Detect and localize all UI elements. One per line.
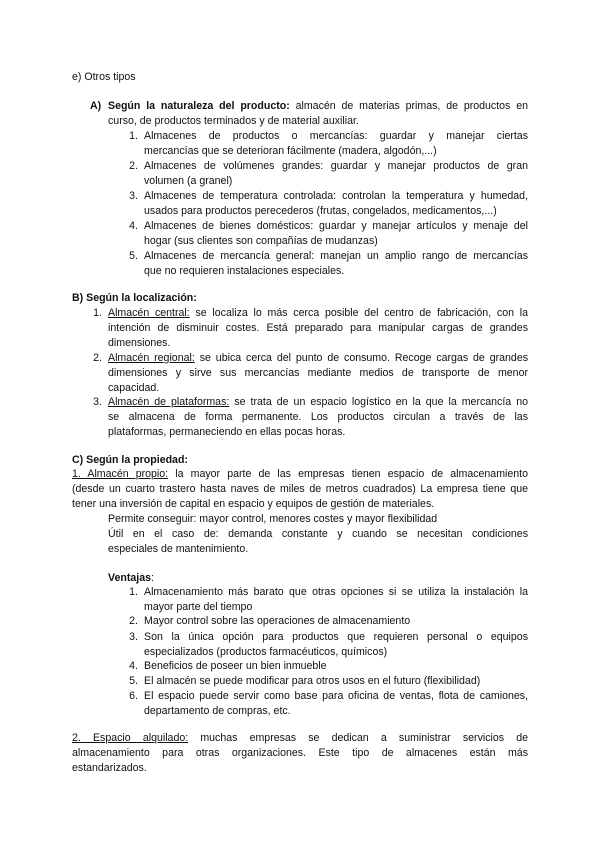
list-item-number: 5. bbox=[129, 675, 138, 687]
section-a-intro: Según la naturaleza del producto: almacén de materias primas, de productos en bbox=[108, 100, 528, 112]
list-item-line: Almacenamiento más barato que otras opciones si se utiliza la instalación la bbox=[144, 586, 528, 598]
list-item-line: Son la única opción para productos que requieren personal o equipos bbox=[144, 631, 528, 643]
list-item-number: 3. bbox=[129, 631, 138, 643]
list-item-number: 2. bbox=[129, 160, 138, 172]
list-item-number: 1. bbox=[129, 130, 138, 142]
list-item-number: 3. bbox=[93, 396, 102, 408]
list-item-line: hogar (sus clientes son compañías de mudanzas) bbox=[144, 235, 378, 247]
list-item-line: Almacenes de productos o mercancías: guardar y manejar ciertas bbox=[144, 130, 528, 142]
rented-space-term: 2. Espacio alquilado: bbox=[72, 732, 189, 744]
own-warehouse-line: (desde un cuarto trastero hasta naves de miles de metros cuadrados) La empresa tiene que bbox=[72, 483, 528, 495]
list-item-line: mercancías que se deterioran fácilmente (madera, algodón,...) bbox=[144, 145, 437, 157]
rented-space-first-line: 2. Espacio alquilado: muchas empresas se dedican a suministrar servicios de bbox=[72, 732, 528, 744]
own-warehouse-line: tener una inversión de capital en espacio y equipos de gestión de materiales. bbox=[72, 498, 435, 510]
list-item-line: El espacio puede servir como base para oficina de ventas, flota de camiones, bbox=[144, 690, 528, 702]
list-item-line: dimensiones y sirve sus mercancías mediante medios de transporte de menor bbox=[108, 367, 528, 379]
own-warehouse-term: 1. Almacén propio: bbox=[72, 468, 169, 480]
list-item-line: dimensiones. bbox=[108, 337, 171, 349]
list-item-line: que no requieren instalaciones especiales. bbox=[144, 265, 345, 277]
own-warehouse-first-line: 1. Almacén propio: la mayor parte de las empresas tienen espacio de almacenamiento bbox=[72, 468, 528, 480]
list-item-line: usados para productos perecederos (frutas, congelados, medicamentos,...) bbox=[144, 205, 497, 217]
section-b-title: B) Según la localización: bbox=[72, 292, 197, 304]
section-e-heading: e) Otros tipos bbox=[72, 71, 136, 83]
list-item-line: Almacenes de temperatura controlada: controlan la temperatura y humedad, bbox=[144, 190, 528, 202]
list-item-line: Beneficios de poseer un bien inmueble bbox=[144, 660, 327, 672]
list-item-line: intención de disminuir costes. Está preparado para manipular cargas de grandes bbox=[108, 322, 528, 334]
list-item-term: Almacén central: bbox=[108, 307, 190, 319]
list-item-line: Almacenes de mercancía general: manejan un amplio rango de mercancías bbox=[144, 250, 528, 262]
list-item-first-line: Almacén de plataformas: se trata de un espacio logístico en la que la mercancía no bbox=[108, 396, 528, 408]
list-item-line: volumen (a granel) bbox=[144, 175, 233, 187]
util-line: especiales de mantenimiento. bbox=[108, 543, 249, 555]
list-item-number: 4. bbox=[129, 220, 138, 232]
list-item-line: plataformas, permaneciendo en ellas pocas horas. bbox=[108, 426, 346, 438]
list-item-number: 6. bbox=[129, 690, 138, 702]
list-item-line: especializados (productos farmacéuticos, químicos) bbox=[144, 646, 388, 658]
list-item-number: 1. bbox=[93, 307, 102, 319]
list-item-first-line: Almacén central: se localiza lo más cerca posible del centro de fabricación, con la bbox=[108, 307, 528, 319]
list-item-number: 2. bbox=[93, 352, 102, 364]
section-a-intro-line2: curso, de productos terminados y de material auxiliar. bbox=[108, 115, 359, 127]
rented-space-line: almacenamiento para otras organizaciones. Este tipo de almacenes están más bbox=[72, 747, 528, 759]
list-item-number: 3. bbox=[129, 190, 138, 202]
util-line: Útil en el caso de: demanda constante y cuando se necesitan condiciones bbox=[108, 528, 528, 540]
section-a-marker: A) bbox=[90, 100, 102, 112]
list-item-line: Almacenes de bienes domésticos: guardar y manejar artículos y menaje del bbox=[144, 220, 528, 232]
list-item-number: 4. bbox=[129, 660, 138, 672]
ventajas-heading: Ventajas: bbox=[108, 572, 154, 584]
list-item-line: mayor parte del tiempo bbox=[144, 601, 253, 613]
list-item-line: El almacén se puede modificar para otros usos en el futuro (flexibilidad) bbox=[144, 675, 481, 687]
list-item-line: se almacena de forma permanente. Los productos circulan a través de las bbox=[108, 411, 528, 423]
list-item-line: capacidad. bbox=[108, 382, 160, 394]
list-item-number: 2. bbox=[129, 615, 138, 627]
list-item-number: 5. bbox=[129, 250, 138, 262]
permite-line: Permite conseguir: mayor control, menores costes y mayor flexibilidad bbox=[108, 513, 438, 525]
rented-space-line: estandarizados. bbox=[72, 762, 147, 774]
list-item-line: Almacenes de volúmenes grandes: guardar y manejar productos de gran bbox=[144, 160, 528, 172]
section-a-title: Según la naturaleza del producto: bbox=[108, 100, 290, 112]
list-item-line: Mayor control sobre las operaciones de almacenamiento bbox=[144, 615, 411, 627]
list-item-term: Almacén regional: bbox=[108, 352, 195, 364]
list-item-first-line: Almacén regional: se ubica cerca del punto de consumo. Recoge cargas de grandes bbox=[108, 352, 529, 364]
list-item-term: Almacén de plataformas: bbox=[108, 396, 230, 408]
section-c-title: C) Según la propiedad: bbox=[72, 454, 188, 466]
list-item-line: departamento de compras, etc. bbox=[144, 705, 291, 717]
list-item-number: 1. bbox=[129, 586, 138, 598]
